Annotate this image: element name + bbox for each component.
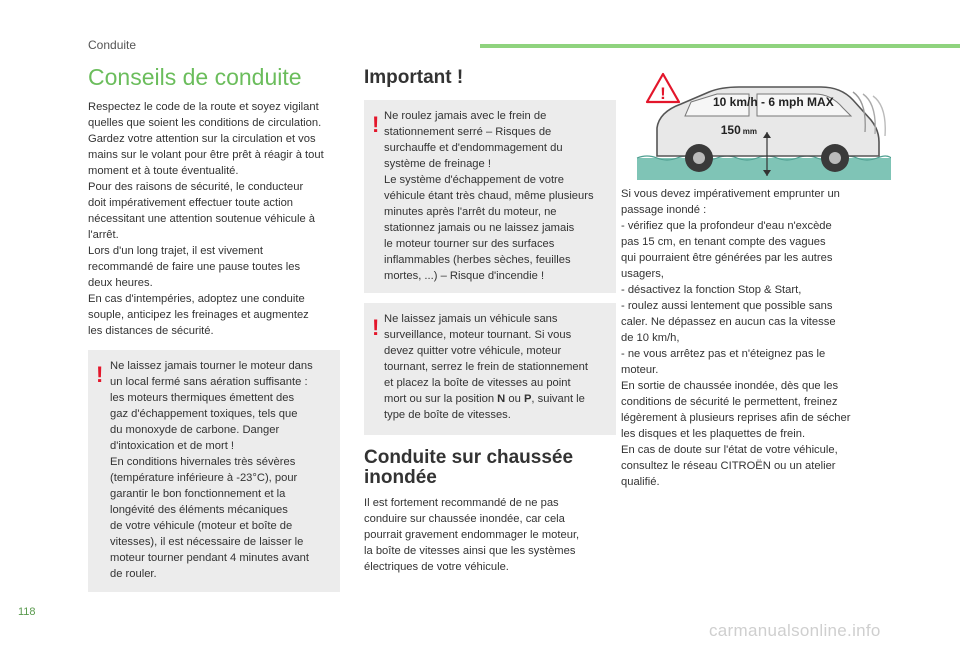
warning-box-engine [88,350,340,592]
warning-triangle-icon [647,74,679,103]
page-title: Conseils de conduite [88,64,302,90]
exclamation-icon: ! [372,112,380,137]
exclamation-icon: ! [372,315,380,340]
exclamation-icon: ! [96,362,104,387]
flood-intro-paragraph: Il est fortement recommandé de ne pas conduire sur chaussée inondée, car cela pourrait gravement endommager le moteur, la boîte de vitesses ainsi que les systèmes électriques de votre véhicule. [364,497,580,573]
speed-label: 10 km/h - 6 mph MAX [713,95,834,109]
section-label: Conduite [88,38,137,52]
flooded-road-illustration [621,72,891,180]
warning-box-unattended [364,303,616,435]
depth-value: 150 [720,123,741,137]
gear-p: P [523,393,532,405]
water-area [637,158,891,180]
important-heading: Important ! [364,67,464,88]
svg-text:!: ! [660,84,666,103]
warning-text-unattended: Ne laissez jamais un véhicule sans surveillance, moteur tournant. Si vous devez quitter votre véhicule, moteur tournant, serrez le frein de stationnement et placez la boîte de vitesses au point mort ou sur la position N ou P, suivant le type de boîte de vitesses. [384,313,588,421]
warning-box-parking-brake [364,100,616,293]
page-number: 118 [18,606,36,618]
depth-unit: mm [742,127,757,136]
warning-text-engine: Ne laissez jamais tourner le moteur dans un local fermé sans aération suffisante : les moteurs thermiques émettent des gaz d'échappement toxiques, tels que du monoxyde de carbone. Danger d'intoxication et de mort ! En conditions hivernales très sévères (température inférieure à -23°C), pour garantir le bon fonctionnement et la longévité des éléments mécaniques de votre véhicule (moteur et boîte de vitesses), il est nécessaire de laisser le moteur tourner pendant 4 minutes avant de rouler. [110,360,313,580]
watermark: carmanualsonline.info [709,621,881,640]
flood-heading: Conduite sur chaussée inondée [364,447,574,488]
intro-paragraph: Respectez le code de la route et soyez vigilant quelles que soient les conditions de circulation. Gardez votre attention sur la circulation et vos mains sur le volant pour être prêt à réagir à tout moment et à toute éventualité. Pour des raisons de sécurité, le conducteur doit impérativement effectuer toute action nécessitant une attention soutenue véhicule à l'arrêt. Lors d'un long trajet, il est vivement recommandé de faire une pause toutes les deux heures. En cas d'intempéries, adoptez une conduite souple, anticipez les freinages et augmentez les distances de sécurité. [88,101,324,337]
flood-instructions: Si vous devez impérativement emprunter un passage inondé : - vérifiez que la profondeur d'eau n'excède pas 15 cm, en tenant compte des vagues qui pourraient être générées par les autres usagers, - désactivez la fonction Stop & Start, - roulez aussi lentement que possible sans caler. Ne dépassez en aucun cas la vitesse de 10 km/h, - ne vous arrêtez pas et n'éteignez pas le moteur. En sortie de chaussée inondée, dès que les conditions de sécurité le permettent, freinez légèrement à plusieurs reprises afin de sécher les disques et les plaquettes de frein. En cas de doute sur l'état de votre véhicule, consultez le réseau CITROËN ou un atelier qualifié. [621,188,851,488]
header-bar [480,44,960,48]
gear-n: N [497,393,506,405]
warning-text-parking-brake: Ne roulez jamais avec le frein de stationnement serré – Risques de surchauffe et d'endommagement du système de freinage ! Le système d'échappement de votre véhicule étant très chaud, même plusieurs minutes après l'arrêt du moteur, ne stationnez jamais ou ne laissez jamais le moteur tourner sur des surfaces inflammables (herbes sèches, feuilles mortes, ...) – Risque d'incendie ! [384,110,594,282]
